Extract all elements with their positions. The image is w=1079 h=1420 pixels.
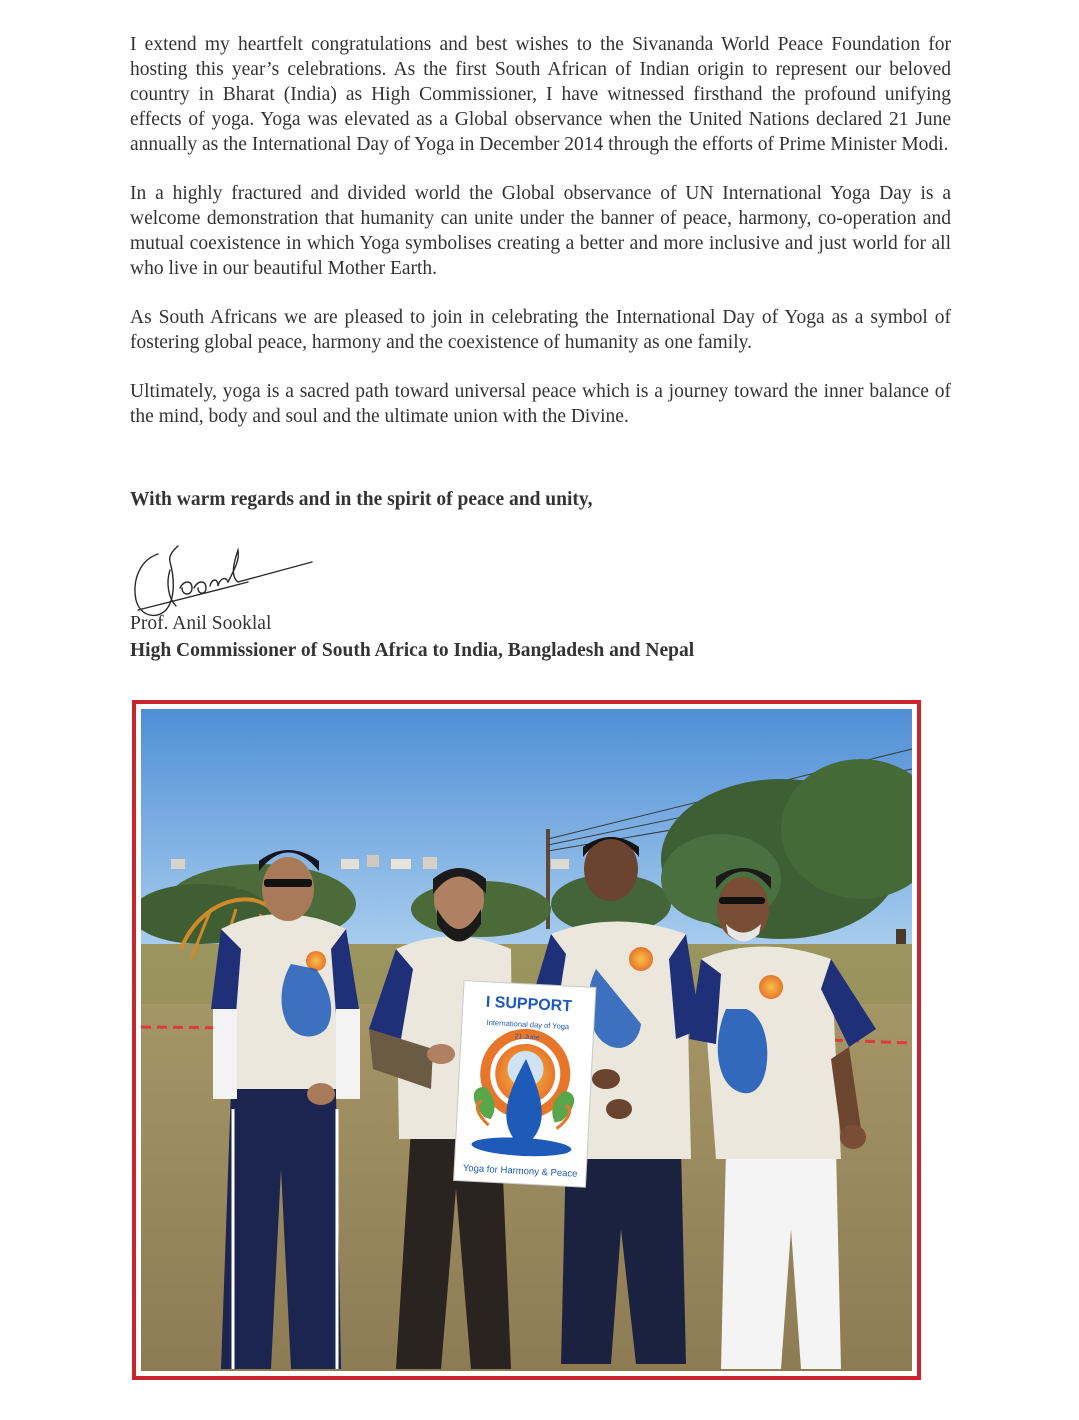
- paragraph-south-africans: As South Africans we are pleased to join in celebrating the International Day of Yoga as a symbol of fostering global peace, harmony and the coexistence of humanity as one family.: [130, 307, 951, 353]
- closing-line: With warm regards and in the spirit of peace and unity,: [130, 489, 593, 510]
- signatory-name: Prof. Anil Sooklal: [130, 613, 272, 634]
- signatory-title: High Commissioner of South Africa to India, Bangladesh and Nepal: [130, 640, 695, 661]
- group-photo: [141, 709, 912, 1371]
- poster-arc-text: International day of Yoga: [486, 1017, 570, 1032]
- yoga-day-poster: [454, 981, 596, 1188]
- poster-tagline: Yoga for Harmony & Peace: [462, 1162, 578, 1180]
- poster-date: 21 June: [514, 1033, 540, 1042]
- paragraph-fractured-world: In a highly fractured and divided world the Global observance of UN International Yoga Day is a welcome demonstration that humanity can unite under the banner of peace, harmony, co-operation and mutual coexistence in which Yoga symbolises creating a better and more inclusive and just world for all who live in our beautiful Mother Earth.: [130, 183, 951, 279]
- paragraph-sacred-path: Ultimately, yoga is a sacred path toward universal peace which is a journey toward the inner balance of the mind, body and soul and the ultimate union with the Divine.: [130, 381, 951, 427]
- paragraph-congratulations: I extend my heartfelt congratulations and best wishes to the Sivananda World Peace Foundation for hosting this year’s celebrations. As the first South African of Indian origin to represent our beloved country in Bharat (India) as High Commissioner, I have witnessed firsthand the profound unifying effects of yoga. Yoga was elevated as a Global observance when the United Nations declared 21 June annually as the International Day of Yoga in December 2014 through the efforts of Prime Minister Modi.: [130, 34, 951, 155]
- letter-body: [130, 32, 951, 510]
- poster-heading: I SUPPORT: [485, 993, 573, 1016]
- photo-frame: [132, 700, 921, 1380]
